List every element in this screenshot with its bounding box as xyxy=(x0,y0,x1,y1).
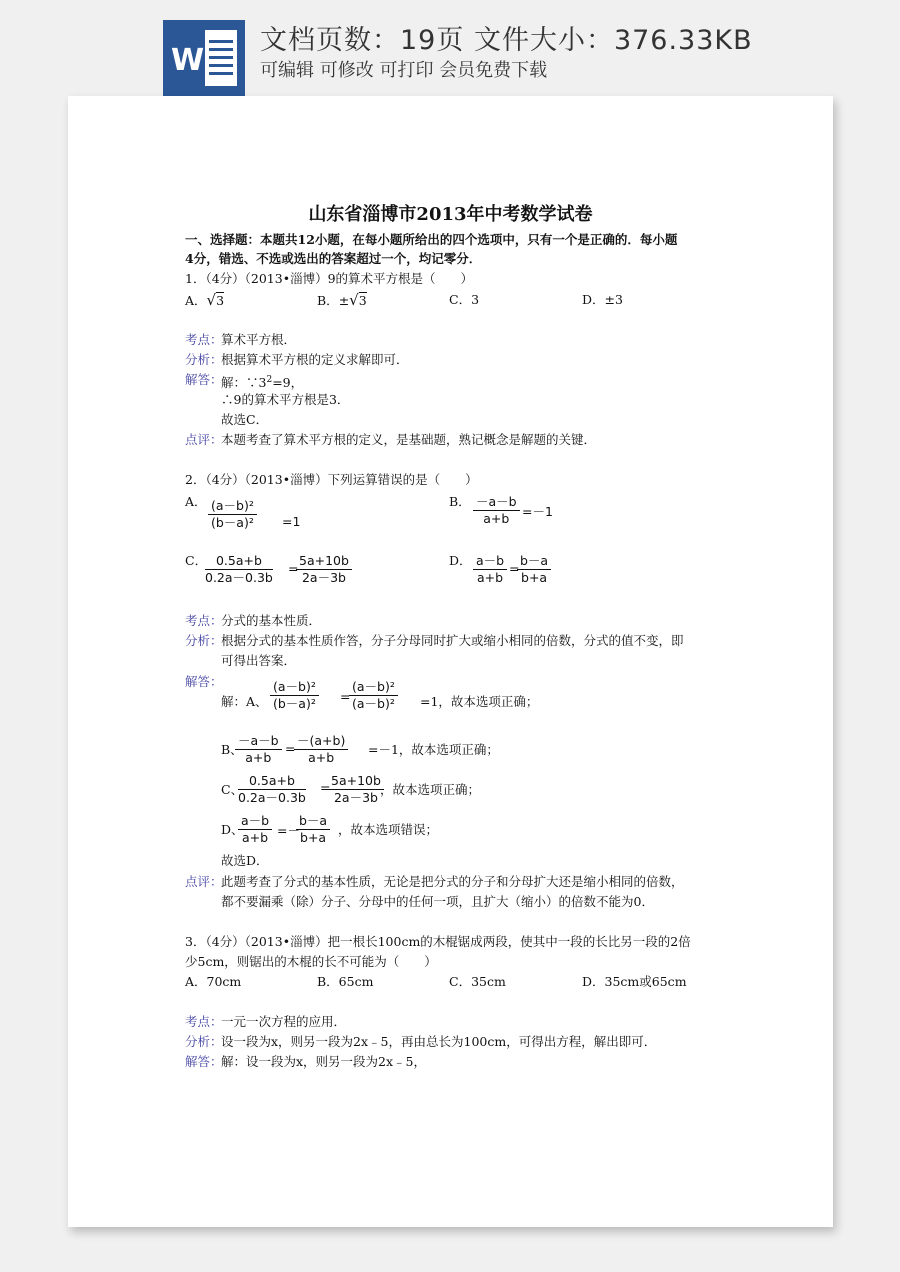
fraction-denominator: a+b xyxy=(483,511,510,526)
q2-jieda-label: 解答： xyxy=(185,674,223,689)
q2-dianping-label: 点评： xyxy=(185,874,223,889)
fraction-numerator: －a－b xyxy=(235,733,282,750)
fraction-denominator: (a－b)² xyxy=(352,696,395,711)
q1-jieda-line1-sup: 2 xyxy=(266,375,273,385)
q3-jieda: 解：设一段为x，则另一段为2x﹣5， xyxy=(221,1054,427,1069)
q1-jieda-line1-post: =9， xyxy=(272,375,304,391)
fraction-denominator: a+b xyxy=(245,750,272,765)
fraction-denominator: b+a xyxy=(521,570,548,585)
word-document-icon xyxy=(163,20,245,96)
q2-option-d-equals: = xyxy=(509,561,520,576)
fraction-numerator: －(a+b) xyxy=(294,733,348,750)
fraction-numerator: 0.5a+b xyxy=(238,773,306,790)
fraction-numerator: 0.5a+b xyxy=(205,553,273,570)
q3-jieda-label: 解答： xyxy=(185,1054,223,1069)
document-page xyxy=(68,96,833,1227)
word-icon-letter: W xyxy=(171,43,205,78)
fraction-denominator: (b－a)² xyxy=(211,515,254,530)
fraction-denominator: 2a－3b xyxy=(333,790,378,805)
fraction-numerator: －a－b xyxy=(473,494,520,511)
q1-kaodian-label: 考点： xyxy=(185,332,223,347)
q2-selection: 故选D． xyxy=(221,853,269,868)
q1-option-b-value: 3 xyxy=(358,293,367,308)
q2-solution-c-equals: = xyxy=(320,780,331,795)
q3-option-d: D．35cm或65cm xyxy=(582,974,687,989)
q2-option-b-fraction xyxy=(473,494,520,527)
q1-stem: 1．（4分）（2013•淄博）9的算术平方根是（ ） xyxy=(185,271,474,286)
fraction-denominator: 2a－3b xyxy=(301,570,346,585)
q1-option-c: C．3 xyxy=(449,292,480,307)
fraction-numerator: a－b xyxy=(473,553,507,570)
fraction-numerator: b－a xyxy=(296,813,330,830)
q2-option-a-rhs: =1 xyxy=(282,514,301,529)
q2-kaodian: 分式的基本性质． xyxy=(221,613,322,628)
q2-dianping-line2: 都不要漏乘（除）分子、分母中的任何一项，且扩大（缩小）的倍数不能为0． xyxy=(221,894,654,909)
fraction-denominator: a+b xyxy=(308,750,335,765)
q1-dianping: 本题考查了算术平方根的定义，是基础题，熟记概念是解题的关键． xyxy=(221,432,597,447)
page-title: 山东省淄博市2013年中考数学试卷 xyxy=(308,204,593,225)
q3-stem-line1: 3．（4分）（2013•淄博）把一根长100cm的木棍锯成两段，使其中一段的长比另一段的2倍 xyxy=(185,934,691,949)
file-info-subtitle: 可编辑 可修改 可打印 会员免费下载 xyxy=(260,60,548,81)
q1-dianping-label: 点评： xyxy=(185,432,223,447)
fraction-numerator: b－a xyxy=(517,553,551,570)
q1-option-b-pm: ± xyxy=(338,293,350,308)
q2-solution-b-equals: = xyxy=(285,741,296,756)
q2-option-a-fraction xyxy=(208,498,257,531)
q1-option-a-label: A． xyxy=(185,293,207,308)
fraction-numerator: 5a+10b xyxy=(328,773,384,790)
q2-solution-b-pre: B、 xyxy=(221,742,243,757)
q1-jieda-line3: 故选C． xyxy=(221,412,269,427)
q3-option-c: C．35cm xyxy=(449,974,506,989)
fraction-numerator: (a－b)² xyxy=(270,679,319,696)
fraction-denominator: b+a xyxy=(300,830,327,845)
q1-option-b xyxy=(317,292,367,309)
q2-solution-d-equals: =－ xyxy=(277,823,300,838)
section-instructions-line1: 一、选择题：本题共12小题，在每小题所给出的四个选项中，只有一个是正确的．每小题 xyxy=(185,232,678,247)
q2-option-c-equals: = xyxy=(288,561,299,576)
sqrt-icon: √ xyxy=(206,291,217,309)
q2-option-c-label: C． xyxy=(185,553,208,568)
q2-solution-b-fraction-right xyxy=(294,733,348,766)
section-instructions-line2: 4分，错选、不选或选出的答案超过一个，均记零分． xyxy=(185,251,482,266)
q1-option-a xyxy=(185,292,224,309)
q3-kaodian-label: 考点： xyxy=(185,1014,223,1029)
q3-fenxi: 设一段为x，则另一段为2x﹣5，再由总长为100cm，可得出方程，解出即可． xyxy=(221,1034,657,1049)
q2-solution-a-fraction-right xyxy=(349,679,398,712)
q2-solution-a-post: =1，故本选项正确； xyxy=(420,694,539,709)
q2-stem: 2．（4分）（2013•淄博）下列运算错误的是（ ） xyxy=(185,472,478,487)
fraction-denominator: (b－a)² xyxy=(273,696,316,711)
q2-option-b-rhs: =－1 xyxy=(522,504,553,519)
q2-option-c-fraction-right xyxy=(296,553,352,586)
fraction-numerator: (a－b)² xyxy=(208,498,257,515)
q1-fenxi: 根据算术平方根的定义求解即可． xyxy=(221,352,409,367)
fraction-denominator: a+b xyxy=(477,570,504,585)
fraction-denominator: 0.2a－0.3b xyxy=(205,570,273,585)
q2-solution-c-fraction-left xyxy=(238,773,306,806)
header-bar xyxy=(0,0,900,96)
q2-solution-a-equals: = xyxy=(340,689,351,704)
file-info-title: 文档页数：19页 文件大小：376.33KB xyxy=(260,25,753,56)
q2-option-c-fraction-left xyxy=(205,553,273,586)
q3-option-b: B．65cm xyxy=(317,974,374,989)
fraction-denominator: a+b xyxy=(242,830,269,845)
q3-kaodian: 一元一次方程的应用． xyxy=(221,1014,347,1029)
q2-option-d-fraction-right xyxy=(517,553,551,586)
q1-jieda-label: 解答： xyxy=(185,372,223,387)
q1-jieda-line2: ∴9的算术平方根是3． xyxy=(221,392,350,407)
q1-jieda-line1-pre: 解：∵3 xyxy=(221,375,267,391)
q2-solution-b-post: =－1，故本选项正确； xyxy=(368,742,499,757)
q3-stem-line2: 少5cm，则锯出的木棍的长不可能为（ ） xyxy=(185,954,437,969)
q2-option-d-label: D． xyxy=(449,553,472,568)
q1-jieda-line1 xyxy=(221,372,303,391)
sqrt-icon: √ xyxy=(349,291,359,309)
q2-dianping-line1: 此题考查了分式的基本性质，无论是把分式的分子和分母扩大还是缩小相同的倍数， xyxy=(221,874,684,889)
q3-option-a: A．70cm xyxy=(185,974,242,989)
q2-solution-c-pre: C、 xyxy=(221,782,244,797)
q2-fenxi-line2: 可得出答案． xyxy=(221,653,297,668)
q2-solution-d-pre: D、 xyxy=(221,822,244,837)
q2-solution-d-fraction-right xyxy=(296,813,330,846)
q2-kaodian-label: 考点： xyxy=(185,613,223,628)
q2-solution-c-fraction-right xyxy=(328,773,384,806)
q2-solution-d-fraction-left xyxy=(238,813,272,846)
fraction-numerator: 5a+10b xyxy=(296,553,352,570)
q2-solution-a-fraction-left xyxy=(270,679,319,712)
q1-option-b-label: B． xyxy=(317,293,339,308)
q1-fenxi-label: 分析： xyxy=(185,352,223,367)
fraction-denominator: 0.2a－0.3b xyxy=(238,790,306,805)
fraction-numerator: (a－b)² xyxy=(349,679,398,696)
q1-option-d: D．±3 xyxy=(582,292,623,307)
q2-option-d-fraction-left xyxy=(473,553,507,586)
q2-solution-b-fraction-left xyxy=(235,733,282,766)
q2-solution-a-pre: 解：A、 xyxy=(221,694,268,709)
q2-solution-c-post: ，故本选项正确； xyxy=(380,782,481,797)
q2-fenxi-line1: 根据分式的基本性质作答，分子分母同时扩大或缩小相同的倍数，分式的值不变，即 xyxy=(221,633,684,648)
q2-option-a-label: A． xyxy=(185,494,207,509)
fraction-numerator: a－b xyxy=(238,813,272,830)
q2-fenxi-label: 分析： xyxy=(185,633,223,648)
q1-option-a-value: 3 xyxy=(216,293,225,308)
q2-solution-d-post: ，故本选项错误； xyxy=(338,822,439,837)
q2-option-b-label: B． xyxy=(449,494,471,509)
q1-kaodian: 算术平方根． xyxy=(221,332,297,347)
q3-fenxi-label: 分析： xyxy=(185,1034,223,1049)
